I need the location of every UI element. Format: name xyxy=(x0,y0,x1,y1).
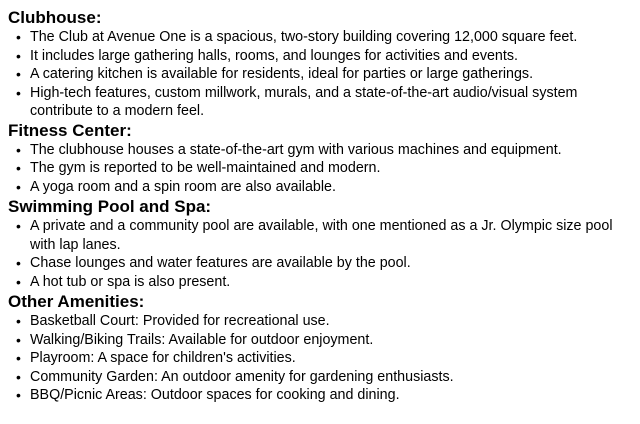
bullet-icon: • xyxy=(16,29,21,45)
section-fitness-center xyxy=(8,121,634,197)
list-item xyxy=(16,386,634,405)
section-heading: Fitness Center: xyxy=(8,120,132,140)
list-item-text: A hot tub or spa is also present. xyxy=(30,273,231,290)
list-item xyxy=(16,254,634,273)
bullet-icon: • xyxy=(16,387,21,403)
section-other-amenities xyxy=(8,292,634,405)
section-heading: Swimming Pool and Spa: xyxy=(8,197,212,216)
list-item-text: The Club at Avenue One is a spacious, two-story building covering 12,000 square feet. xyxy=(30,29,578,45)
list-item xyxy=(16,28,634,47)
section-heading: Clubhouse: xyxy=(8,8,102,27)
list-item xyxy=(16,141,634,160)
list-item-text: The clubhouse houses a state-of-the-art gym with various machines and equipment. xyxy=(30,141,562,158)
list-item-text: A private and a community pool are available, with one mentioned as a Jr. Olympic size pool with lap lanes. xyxy=(30,218,613,253)
bullet-icon: • xyxy=(16,255,21,271)
bullet-icon: • xyxy=(16,47,21,64)
bullet-icon: • xyxy=(16,331,21,348)
bullet-icon: • xyxy=(16,313,21,329)
list-item-text: A catering kitchen is available for residents, ideal for parties or large gatherings. xyxy=(30,66,534,82)
list-item-text: Chase lounges and water features are available by the pool. xyxy=(30,255,411,271)
list-item xyxy=(16,159,634,178)
bullet-icon: • xyxy=(16,141,21,158)
bullet-icon: • xyxy=(16,84,21,101)
list-item-text: High-tech features, custom millwork, murals, and a state-of-the-art audio/visual system contribute to a modern feel. xyxy=(30,84,578,119)
list-item xyxy=(16,217,634,254)
bullet-list xyxy=(8,217,634,291)
bullet-list xyxy=(8,312,634,405)
list-item-text: The gym is reported to be well-maintained and modern. xyxy=(30,160,381,176)
list-item-text: Walking/Biking Trails: Available for outdoor enjoyment. xyxy=(30,331,374,348)
list-item xyxy=(16,47,634,66)
list-item xyxy=(16,273,634,292)
list-item xyxy=(16,368,634,387)
list-item-text: A yoga room and a spin room are also available. xyxy=(30,178,336,195)
bullet-icon: • xyxy=(16,160,21,176)
list-item-text: It includes large gathering halls, rooms, and lounges for activities and events. xyxy=(30,47,518,64)
list-item xyxy=(16,349,634,368)
bullet-icon: • xyxy=(16,350,21,366)
list-item-text: Basketball Court: Provided for recreational use. xyxy=(30,313,330,329)
list-item-text: BBQ/Picnic Areas: Outdoor spaces for cooking and dining. xyxy=(30,387,400,403)
bullet-icon: • xyxy=(16,368,21,385)
bullet-icon: • xyxy=(16,178,21,195)
bullet-icon: • xyxy=(16,273,21,290)
section-swimming-pool-and-spa xyxy=(8,197,634,291)
list-item xyxy=(16,331,634,350)
bullet-icon: • xyxy=(16,218,21,234)
bullet-list xyxy=(8,141,634,197)
list-item xyxy=(16,178,634,197)
section-clubhouse xyxy=(8,8,634,121)
section-heading: Other Amenities: xyxy=(8,292,145,311)
list-item xyxy=(16,312,634,331)
list-item-text: Playroom: A space for children's activities. xyxy=(30,350,296,366)
list-item xyxy=(16,84,634,121)
bullet-icon: • xyxy=(16,66,21,82)
list-item-text: Community Garden: An outdoor amenity for gardening enthusiasts. xyxy=(30,368,454,385)
list-item xyxy=(16,65,634,84)
bullet-list xyxy=(8,28,634,121)
